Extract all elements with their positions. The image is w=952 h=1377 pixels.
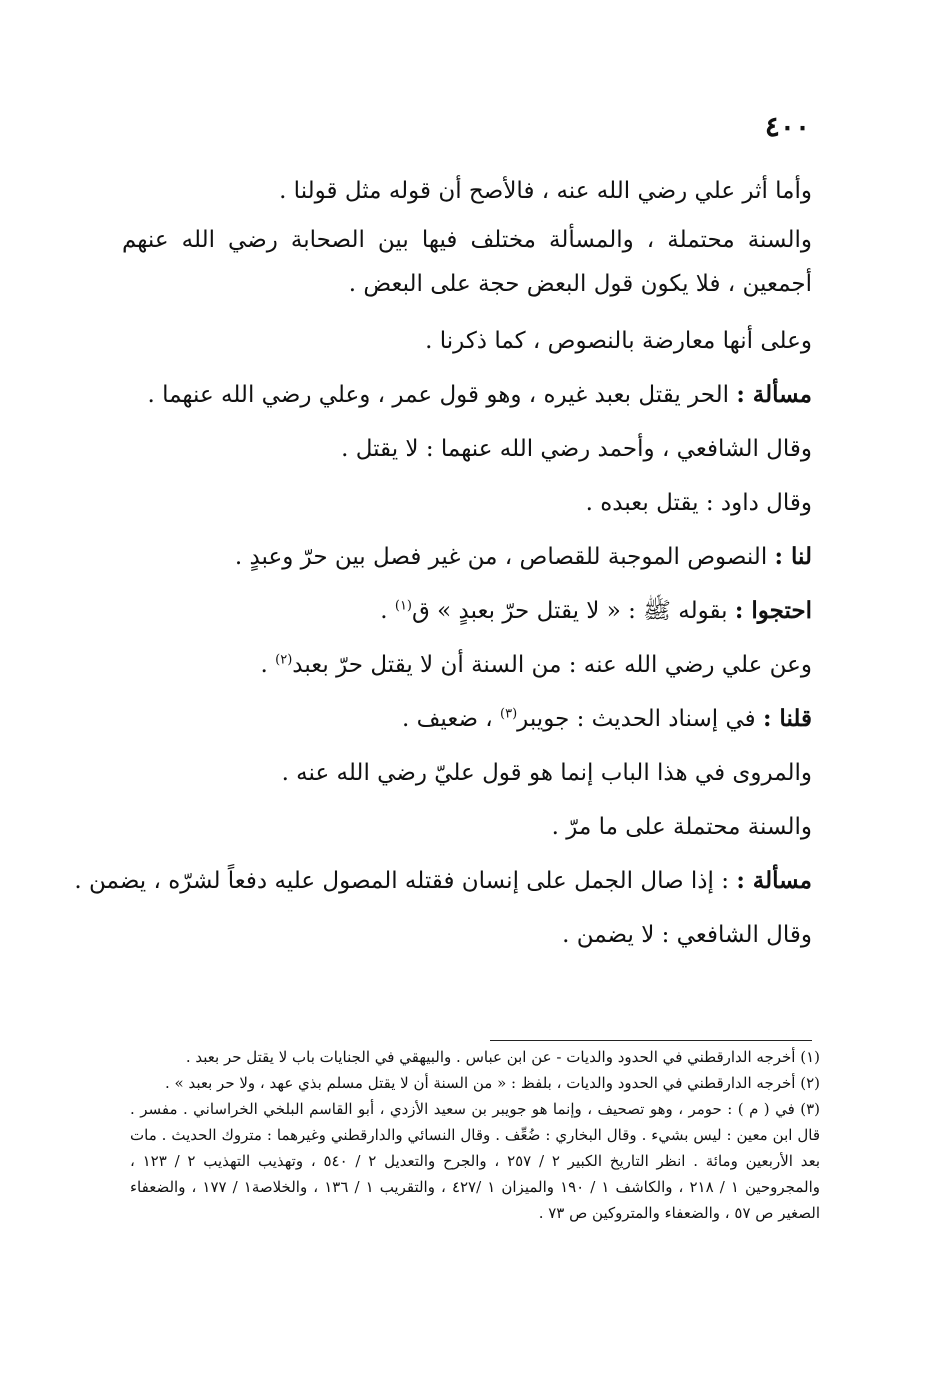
footnote-ref-2[interactable]: (٢) — [275, 652, 293, 668]
footnotes — [130, 1044, 820, 1226]
paragraph-14: وقال الشافعي : لا يضمن . — [562, 922, 812, 948]
paragraph-7 — [122, 530, 812, 584]
paragraph-6: وقال داود : يقتل بعبده . — [585, 490, 812, 516]
paragraph-3: وعلى أنها معارضة بالنصوص ، كما ذكرنا . — [425, 328, 812, 354]
paragraph-10-end: ، ضعيف . — [401, 706, 501, 732]
paragraph-10 — [122, 692, 812, 746]
paragraph-2: والسنة محتملة ، والمسألة مختلف فيها بين الصحابة رضي الله عنهم أجمعين ، فلا يكون قول البعض حجة على البعض . — [122, 227, 812, 297]
paragraph-9 — [122, 638, 812, 692]
paragraph-4-text: الحر يقتل بعبد غيره ، وهو قول عمر ، وعلي رضي الله عنهما . — [147, 382, 737, 408]
paragraph-10-text: في إسناد الحديث : جويبر — [517, 706, 763, 732]
main-text — [74, 164, 812, 962]
footnote-1: (١) أخرجه الدارقطني في الحدود والديات - عن ابن عباس . والبيهقي في الجنايات باب لا يقتل حر بعبد . — [185, 1048, 820, 1066]
footnote-3: (٣) في ( م ) : حومر ، وهو تصحيف ، وإنما هو جويبر بن سعيد الأزدي ، أبو القاسم البلخي الخراساني . مفسر . قال ابن معين : ليس بشيء . وقال البخاري : ضُعِّف . وقال النسائي والدارقطني وغيرهما : متروك الحديث . مات بعد الأربعين ومائة . انظر التاريخ الكبير ٢ / ٢٥٧ ، والجرح والتعديل ٢ / ٥٤٠ ، وتهذيب التهذيب ٢ / ١٢٣ ، والمجروحين ١ / ٢١٨ ، والكاشف ١ / ١٩٠ والميزان ١ /٤٢٧ ، والتقريب ١ / ١٣٦ ، والخلاصة١ / ١٧٧ ، والضعفاء الصغير ص ٥٧ ، والضعفاء والمتروكين ص ٧٣ . — [130, 1100, 821, 1222]
footnote-divider — [490, 1040, 812, 1041]
paragraph-5: وقال الشافعي ، وأحمد رضي الله عنهما : لا يقتل . — [341, 436, 812, 462]
footnote-ref-3[interactable]: (٣) — [500, 706, 518, 722]
paragraph-9-text: وعن علي رضي الله عنه : من السنة أن لا يقتل حرّ بعبد — [292, 652, 812, 678]
footnote-ref-1[interactable]: (١) — [394, 598, 412, 614]
paragraph-11: والمروى في هذا الباب إنما هو قول عليّ رضي الله عنه . — [281, 760, 812, 786]
paragraph-8 — [122, 584, 812, 638]
paragraph-7-text: النصوص الموجبة للقصاص ، من غير فصل بين حرّ وعبدٍ . — [234, 544, 775, 570]
paragraph-9-end: . — [260, 652, 276, 678]
paragraph-1: وأما أثر علي رضي الله عنه ، فالأصح أن قوله مثل قولنا . — [279, 178, 812, 204]
page-number: ٤٠٠ — [764, 110, 810, 143]
paragraph-12: والسنة محتملة على ما مرّ . — [551, 814, 812, 840]
issue-heading-2: مسألة : — [736, 867, 812, 894]
paragraph-13 — [74, 854, 812, 908]
we-said-heading: قلنا : — [762, 705, 812, 732]
issue-heading: مسألة : — [736, 381, 812, 408]
paragraph-4 — [122, 368, 812, 422]
paragraph-13-text: : إذا صال الجمل على إنسان فقتله المصول عليه دفعاً لشرّه ، يضمن . — [74, 868, 737, 894]
paragraph-8-text: بقوله ﷺ : « لا يقتل حرّ بعبدٍ » ق — [412, 598, 735, 624]
our-argument-heading: لنا : — [774, 543, 812, 570]
paragraph-8-end: . — [380, 598, 395, 624]
footnote-2: (٢) أخرجه الدارقطني في الحدود والديات ، بلفظ : « من السنة أن لا يقتل مسلم بذي عهد ، ولا حر بعبد » . — [164, 1074, 820, 1092]
they-argued-heading: احتجوا : — [734, 597, 812, 624]
